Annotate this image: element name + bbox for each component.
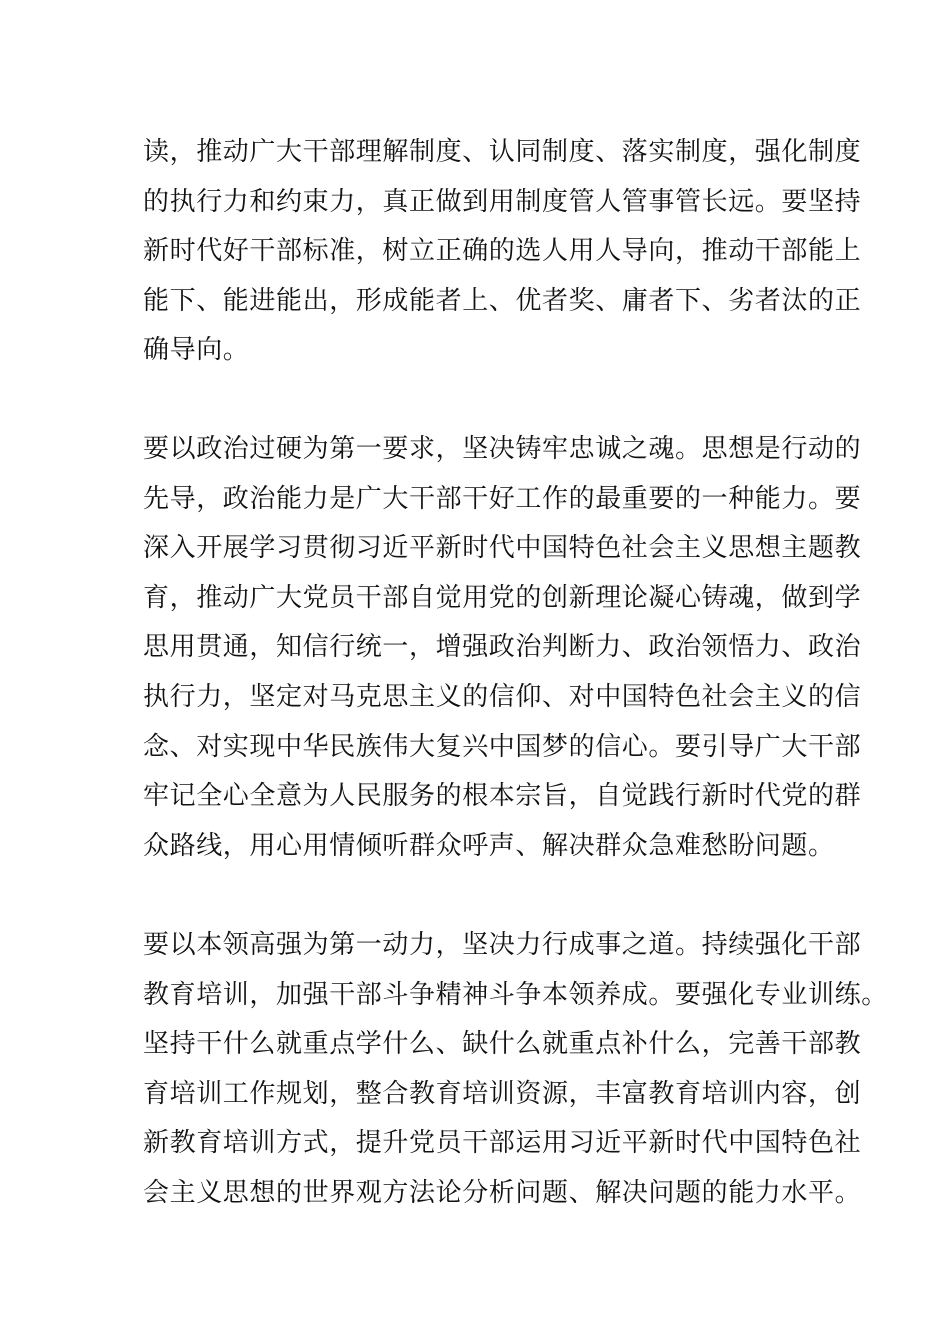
- text-line: 新时代好干部标准，树立正确的选人用人导向，推动干部能上: [143, 236, 862, 267]
- text-line: 要以政治过硬为第一要求，坚决铸牢忠诚之魂。思想是行动的: [143, 434, 862, 464]
- text-line: 先导，政治能力是广大干部干好工作的最重要的一种能力。要: [143, 483, 862, 514]
- paragraph-2: [143, 425, 861, 871]
- text-line: 牢记全心全意为人民服务的根本宗旨，自觉践行新时代党的群: [143, 781, 862, 812]
- text-line: 的执行力和约束力，真正做到用制度管人管事管长远。要坚持: [143, 186, 862, 217]
- text-line: 念、对实现中华民族伟大复兴中国梦的信心。要引导广大干部: [143, 731, 862, 762]
- text-line: 坚持干什么就重点学什么、缺什么就重点补什么，完善干部教: [143, 1029, 862, 1060]
- text-line: 思用贯通，知信行统一，增强政治判断力、政治领悟力、政治: [143, 632, 862, 663]
- text-line: 会主义思想的世界观方法论分析问题、解决问题的能力水平。: [143, 1177, 862, 1208]
- text-line: 育，推动广大党员干部自觉用党的创新理论凝心铸魂，做到学: [143, 582, 862, 613]
- paragraph-1: [143, 128, 861, 376]
- text-line: 要以本领高强为第一动力，坚决力行成事之道。持续强化干部: [143, 930, 862, 960]
- text-line: 执行力，坚定对马克思主义的信仰、对中国特色社会主义的信: [143, 681, 862, 712]
- text-line: 读，推动广大干部理解制度、认同制度、落实制度，强化制度: [143, 137, 862, 167]
- text-line: 能下、能进能出，形成能者上、优者奖、庸者下、劣者汰的正: [143, 285, 862, 316]
- paragraph-3: [143, 921, 888, 1219]
- text-line: 深入开展学习贯彻习近平新时代中国特色社会主义思想主题教: [143, 533, 862, 564]
- text-line: 确导向。: [143, 335, 250, 366]
- text-line: 教育培训，加强干部斗争精神斗争本领养成。要强化专业训练。: [143, 979, 888, 1010]
- text-line: 新教育培训方式，提升党员干部运用习近平新时代中国特色社: [143, 1128, 862, 1159]
- text-line: 众路线，用心用情倾听群众呼声、解决群众急难愁盼问题。: [143, 830, 835, 861]
- text-line: 育培训工作规划，整合教育培训资源，丰富教育培训内容，创: [143, 1078, 862, 1109]
